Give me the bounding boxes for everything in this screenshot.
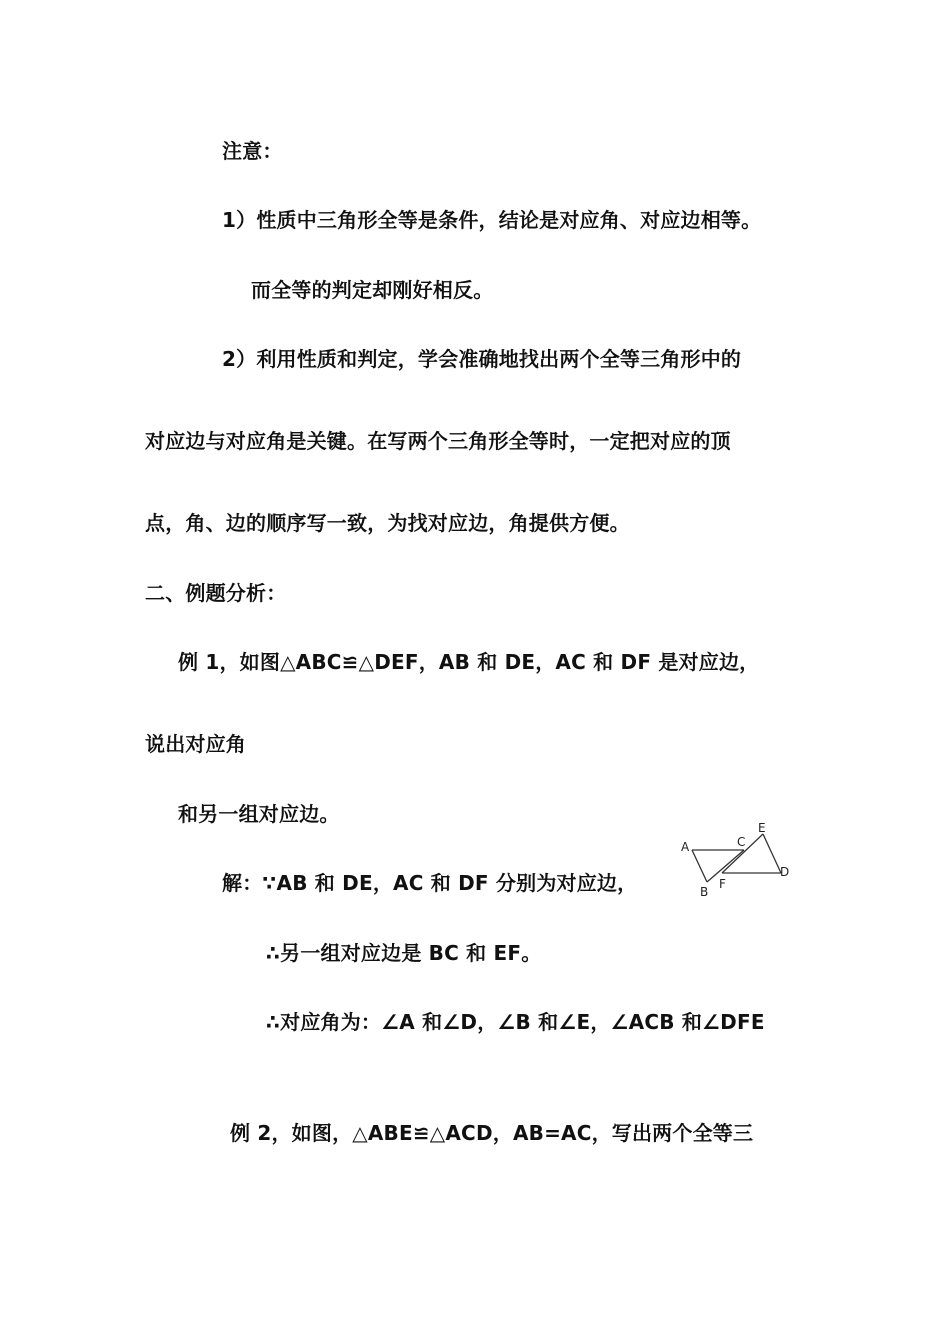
section-heading: 二、例题分析： <box>145 581 287 605</box>
example1-line3: 和另一组对应边。 <box>178 802 340 826</box>
example2-line1: 例 2，如图，△ABE≌△ACD，AB=AC，写出两个全等三 <box>230 1121 754 1145</box>
label-f: F <box>719 877 726 891</box>
label-b: B <box>700 885 709 899</box>
solution1-line1: 解：∵AB 和 DE，AC 和 DF 分别为对应边， <box>222 871 638 895</box>
note2-line1: 2）利用性质和判定，学会准确地找出两个全等三角形中的 <box>222 347 742 371</box>
note1-line2: 而全等的判定却刚好相反。 <box>251 278 494 302</box>
example1-line2: 说出对应角 <box>145 732 246 756</box>
label-e: E <box>758 821 766 835</box>
label-a: A <box>681 840 690 854</box>
solution1-line2: ∴另一组对应边是 BC 和 EF。 <box>266 941 542 965</box>
segment-ab <box>692 850 707 882</box>
label-d: D <box>780 865 790 879</box>
note-heading: 注意： <box>222 139 283 163</box>
note1-line1: 1）性质中三角形全等是条件，结论是对应角、对应边相等。 <box>222 208 762 232</box>
note2-line3: 点，角、边的顺序写一致，为找对应边，角提供方便。 <box>145 511 630 535</box>
label-c: C <box>737 835 746 849</box>
example1-line1: 例 1，如图△ABC≌△DEF，AB 和 DE，AC 和 DF 是对应边， <box>178 650 760 674</box>
segment-ed <box>763 834 781 873</box>
solution1-line3: ∴对应角为：∠A 和∠D，∠B 和∠E，∠ACB 和∠DFE <box>266 1010 765 1034</box>
congruent-triangles-figure <box>676 818 796 902</box>
note2-line2: 对应边与对应角是关键。在写两个三角形全等时，一定把对应的顶 <box>145 429 731 453</box>
